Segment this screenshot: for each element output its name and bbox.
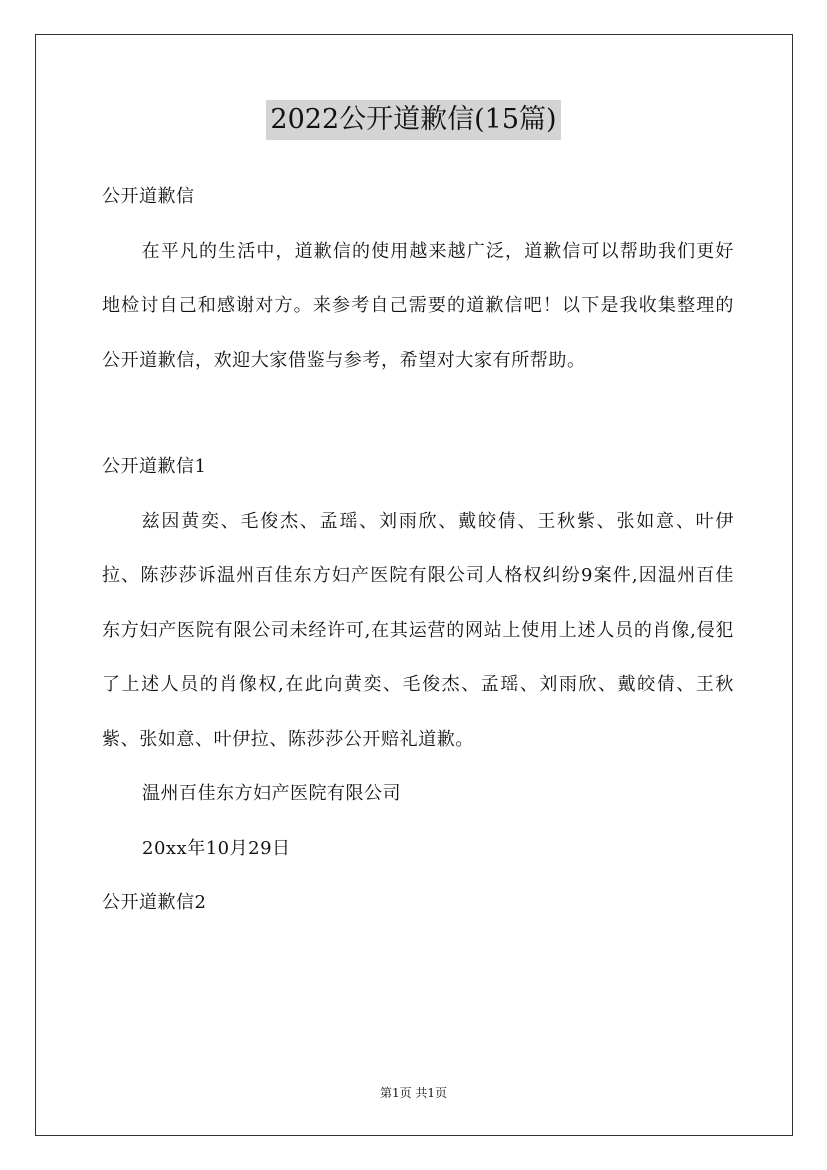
document-body	[102, 170, 734, 931]
intro-paragraph: 在平凡的生活中，道歉信的使用越来越广泛，道歉信可以帮助我们更好地检讨自己和感谢对方。来参考自己需要的道歉信吧！以下是我收集整理的公开道歉信，欢迎大家借鉴与参考，希望对大家有所帮助。	[102, 240, 734, 371]
page-footer: 第1页 共1页	[379, 1086, 448, 1100]
section-heading-2: 公开道歉信2	[102, 892, 207, 913]
section-heading-1: 公开道歉信1	[102, 456, 207, 477]
letter-1-signature: 温州百佳东方妇产医院有限公司	[142, 783, 401, 804]
spacer	[102, 388, 734, 440]
letter-1-paragraph: 兹因黄奕、毛俊杰、孟瑶、刘雨欣、戴皎倩、王秋紫、张如意、叶伊拉、陈莎莎诉温州百佳东方妇产医院有限公司人格权纠纷9案件,因温州百佳东方妇产医院有限公司未经许可,在其运营的网站上使用上述人员的肖像,侵犯了上述人员的肖像权,在此向黄奕、毛俊杰、孟瑶、刘雨欣、戴皎倩、王秋紫、张如意、叶伊拉、陈莎莎公开赔礼道歉。	[102, 510, 734, 750]
document-title: 2022公开道歉信(15篇)	[266, 100, 560, 140]
letter-1-date: 20xx年10月29日	[142, 837, 291, 859]
title-container	[0, 100, 827, 140]
section-heading-intro: 公开道歉信	[102, 186, 195, 207]
